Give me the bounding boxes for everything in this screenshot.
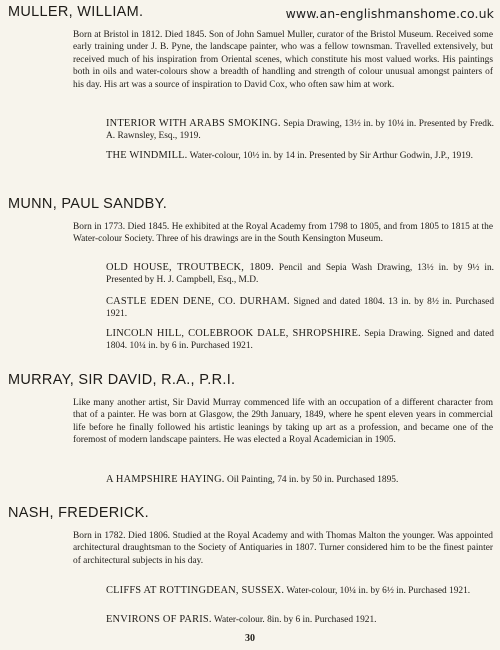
work-title: THE WINDMILL. [106, 150, 188, 161]
work-details: Oil Painting, 74 in. by 50 in. Purchased 1895. [226, 475, 399, 485]
artist-name-murray: MURRAY, SIR DAVID, R.A., P.R.I. [8, 372, 236, 388]
work-title: CLIFFS AT ROTTINGDEAN, SUSSEX. [106, 585, 285, 596]
work-details: Water-colour, 10¼ in. by 6½ in. Purchased 1921. [286, 586, 471, 596]
artist-name-munn: MUNN, PAUL SANDBY. [8, 196, 168, 212]
work-title: INTERIOR WITH ARABS SMOKING. [106, 118, 281, 129]
work-title: A HAMPSHIRE HAYING. [106, 474, 225, 485]
work-entry [106, 118, 494, 143]
work-title: ENVIRONS OF PARIS. [106, 614, 212, 625]
work-entry [106, 614, 494, 626]
work-title: OLD HOUSE, TROUTBECK, 1809. [106, 262, 274, 273]
work-details: Pencil and Sepia Wash Drawing, 13½ in. by 9½ in. Presented by H. J. Campbell, Esq., M.D. [106, 263, 495, 286]
work-details: Sepia Drawing. Signed and dated 1804. 10¼ in. by 6 in. Purchased 1921. [106, 329, 494, 352]
watermark: www.an-englishmanshome.co.uk [285, 6, 494, 21]
work-details: Sepia Drawing, 13½ in. by 10¼ in. Presented by Fredk. A. Rawnsley, Esq., 1919. [106, 119, 494, 142]
work-entry [106, 262, 494, 287]
work-details: Signed and dated 1804. 13 in. by 8½ in. Purchased 1921. [106, 297, 495, 320]
artist-bio-muller: Born at Bristol in 1812. Died 1845. Son of John Samuel Muller, curator of the Bristol Museum. Received some early training under J. B. Pyne, the landscape painter, who was a fellow townsman. Travelled extensively, but received much of his inspiration from Oriental scenes, which constitute his most valued works. His paintings both in oils and water-colours show a breadth of handling and strength of colour unusual amongst painters of his day. His art was a source of inspiration to David Cox, who often saw him at work. [73, 30, 493, 90]
work-entry [106, 296, 494, 321]
work-title: CASTLE EDEN DENE, CO. DURHAM. [106, 296, 290, 307]
work-details: Water-colour, 10½ in. by 14 in. Presented by Sir Arthur Godwin, J.P., 1919. [189, 151, 473, 161]
work-entry [106, 474, 494, 486]
artist-bio-murray: Like many another artist, Sir David Murray commenced life with an occupation of a different character from that of a painter. He was born at Glasgow, the 29th January, 1849, where he spent eleven years in commercial life before he finally followed his artistic leanings by taking up art as a profession, and became one of the foremost of modern landscape painters. He was elected a Royal Academician in 1905. [73, 398, 493, 446]
work-entry [106, 328, 494, 353]
artist-name-nash: NASH, FREDERICK. [8, 505, 149, 521]
page-number: 30 [245, 633, 255, 644]
work-details: Water-colour. 8in. by 6 in. Purchased 1921. [213, 615, 377, 625]
artist-bio-nash: Born in 1782. Died 1806. Studied at the Royal Academy and with Thomas Malton the younger. Was appointed architectural draughtsman to the Society of Antiquaries in 1807. Turner considered him to be the finest painter of architectural subjects in his day. [73, 531, 493, 566]
artist-bio-munn: Born in 1773. Died 1845. He exhibited at the Royal Academy from 1798 to 1805, and from 1805 to 1815 at the Water-colour Society. Three of his drawings are in the South Kensington Museum. [73, 222, 493, 245]
artist-name-muller: MULLER, WILLIAM. [8, 4, 144, 20]
work-title: LINCOLN HILL, COLEBROOK DALE, SHROPSHIRE. [106, 328, 361, 339]
work-entry [106, 585, 494, 597]
work-entry [106, 150, 494, 162]
